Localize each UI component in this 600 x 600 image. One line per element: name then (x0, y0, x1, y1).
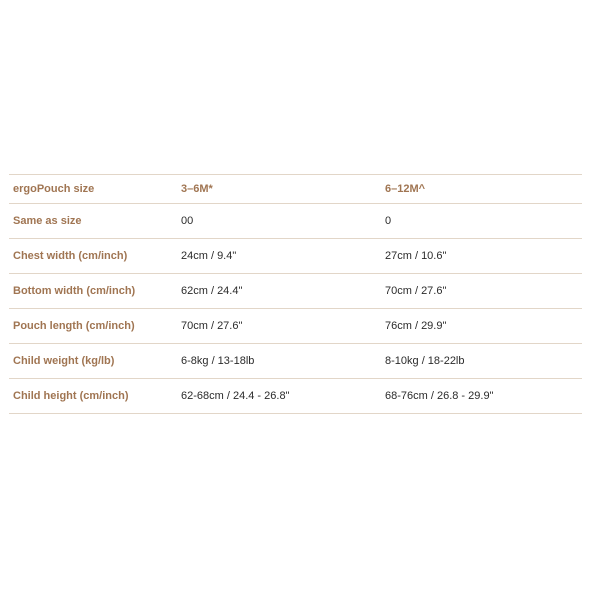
header-size-label: ergoPouch size (13, 183, 95, 195)
table-row-same-as-size (9, 204, 582, 239)
size-chart-table (9, 174, 582, 414)
table-row-pouch-length (9, 309, 582, 344)
row-value-6-12m: 0 (385, 215, 392, 227)
row-label: Same as size (13, 215, 82, 227)
header-size-6-12m: 6–12M^ (385, 183, 426, 195)
row-label: Child height (cm/inch) (13, 390, 129, 402)
row-value-3-6m: 70cm / 27.6" (181, 320, 243, 332)
row-value-3-6m: 00 (181, 215, 194, 227)
row-value-6-12m: 27cm / 10.6" (385, 250, 447, 262)
table-row-chest-width (9, 239, 582, 274)
row-value-3-6m: 24cm / 9.4" (181, 250, 237, 262)
row-label: Bottom width (cm/inch) (13, 285, 136, 297)
row-value-3-6m: 6-8kg / 13-18lb (181, 355, 255, 367)
row-value-6-12m: 70cm / 27.6" (385, 285, 447, 297)
row-label: Child weight (kg/lb) (13, 355, 115, 367)
table-row-bottom-width (9, 274, 582, 309)
row-value-3-6m: 62cm / 24.4" (181, 285, 243, 297)
table-row-child-weight (9, 344, 582, 379)
table-header-row (9, 175, 582, 204)
row-label: Pouch length (cm/inch) (13, 320, 135, 332)
row-value-3-6m: 62-68cm / 24.4 - 26.8" (181, 390, 290, 402)
row-label: Chest width (cm/inch) (13, 250, 128, 262)
table-row-child-height (9, 379, 582, 414)
row-value-6-12m: 8-10kg / 18-22lb (385, 355, 465, 367)
row-value-6-12m: 76cm / 29.9" (385, 320, 447, 332)
row-value-6-12m: 68-76cm / 26.8 - 29.9" (385, 390, 494, 402)
header-size-3-6m: 3–6M* (181, 183, 213, 195)
